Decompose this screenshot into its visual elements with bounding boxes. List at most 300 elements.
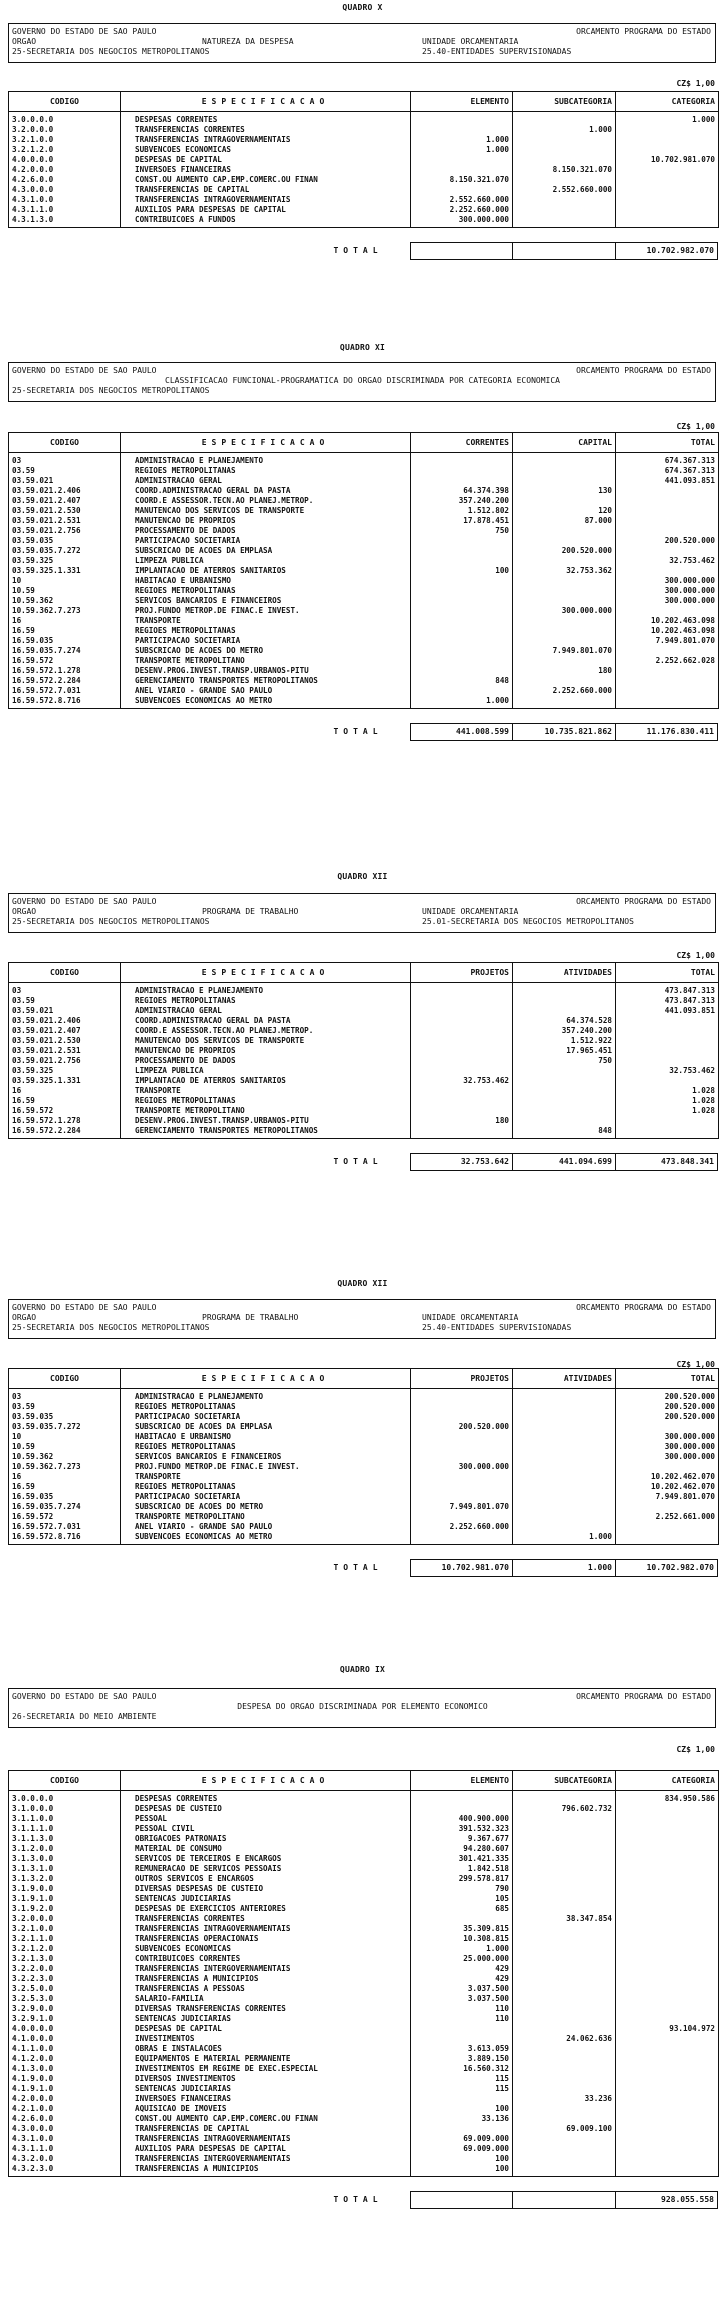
row-value-col4: 300.000.000 <box>513 606 616 616</box>
row-code: 10 <box>9 576 121 586</box>
report-header-box <box>8 893 716 933</box>
row-code: 03.59.021 <box>9 476 121 486</box>
currency-unit: CZ$ 1,00 <box>676 1360 715 1369</box>
orgao-name: 25-SECRETARIA DOS NEGOCIOS METROPOLITANOS <box>12 47 210 56</box>
row-value-col4 <box>513 1402 616 1412</box>
row-value-col4: 24.062.636 <box>513 2034 616 2044</box>
row-value-col4 <box>513 2014 616 2024</box>
table-row <box>9 1934 719 1944</box>
row-description: DESENV.PROG.INVEST.TRANSP.URBANOS-PITU <box>121 666 411 676</box>
row-value-col5 <box>616 1016 719 1026</box>
row-value-col5 <box>616 215 719 228</box>
row-value-col5 <box>616 1804 719 1814</box>
table-row <box>9 1452 719 1462</box>
header-line-1 <box>12 1692 713 1702</box>
row-description: MANUTENCAO DE PROPRIOS <box>121 516 411 526</box>
row-description: TRANSFERENCIAS INTRAGOVERNAMENTAIS <box>121 135 411 145</box>
row-value-col5: 1.028 <box>616 1096 719 1106</box>
row-value-col3: 2.252.660.000 <box>411 205 513 215</box>
row-value-col4: 64.374.528 <box>513 1016 616 1026</box>
row-description: SALARIO-FAMILIA <box>121 1994 411 2004</box>
row-value-col3 <box>411 476 513 486</box>
row-code: 3.2.5.0.0 <box>9 1984 121 1994</box>
row-value-col4 <box>513 616 616 626</box>
orgao-label: ORGAO <box>12 907 37 916</box>
table-row <box>9 556 719 566</box>
row-code: 3.1.1.1.0 <box>9 1824 121 1834</box>
row-value-col3: 180 <box>411 1116 513 1126</box>
row-description: TRANSFERENCIAS DE CAPITAL <box>121 2124 411 2134</box>
report-header-box <box>8 362 716 402</box>
column-header-codigo: CODIGO <box>9 92 121 112</box>
row-description: SUBSCRICAO DE ACOES DO METRO <box>121 1502 411 1512</box>
row-code: 03.59.325.1.331 <box>9 1076 121 1086</box>
row-value-col5: 300.000.000 <box>616 586 719 596</box>
row-description: TRANSFERENCIAS INTRAGOVERNAMENTAIS <box>121 195 411 205</box>
row-value-col5: 1.028 <box>616 1086 719 1096</box>
row-value-col4 <box>513 155 616 165</box>
row-value-col5 <box>616 1046 719 1056</box>
table-row <box>9 1106 719 1116</box>
row-value-col5 <box>616 1924 719 1934</box>
row-value-col3 <box>411 1096 513 1106</box>
row-description: CONTRIBUICOES CORRENTES <box>121 1954 411 1964</box>
row-value-col5 <box>616 135 719 145</box>
row-code: 16.59.572 <box>9 1106 121 1116</box>
row-value-col3 <box>411 586 513 596</box>
table-row <box>9 1422 719 1432</box>
column-header-categoria: CATEGORIA <box>616 92 719 112</box>
row-value-col3: 25.000.000 <box>411 1954 513 1964</box>
row-value-col3 <box>411 1482 513 1492</box>
row-value-col4: 8.150.321.070 <box>513 165 616 175</box>
table-row <box>9 1994 719 2004</box>
column-header-especificacao: ESPECIFICACAO <box>121 92 411 112</box>
row-description: REGIOES METROPOLITANAS <box>121 996 411 1006</box>
row-value-col3 <box>411 165 513 175</box>
row-code: 03.59.035 <box>9 1412 121 1422</box>
row-code: 3.2.2.3.0 <box>9 1974 121 1984</box>
table-row <box>9 1914 719 1924</box>
header-row <box>9 92 719 112</box>
row-value-col5: 200.520.000 <box>616 1389 719 1403</box>
row-code: 16 <box>9 1086 121 1096</box>
row-code: 3.1.9.2.0 <box>9 1904 121 1914</box>
row-code: 4.1.3.0.0 <box>9 2064 121 2074</box>
row-value-col5: 2.252.662.028 <box>616 656 719 666</box>
row-code: 4.3.0.0.0 <box>9 2124 121 2134</box>
row-value-col4: 130 <box>513 486 616 496</box>
table-row <box>9 466 719 476</box>
row-description: INVERSOES FINANCEIRAS <box>121 2094 411 2104</box>
row-code: 4.0.0.0.0 <box>9 2024 121 2034</box>
row-value-col3: 32.753.462 <box>411 1076 513 1086</box>
row-code: 4.3.1.3.0 <box>9 215 121 228</box>
row-value-col3: 110 <box>411 2014 513 2024</box>
row-description: AQUISICAO DE IMOVEIS <box>121 2104 411 2114</box>
row-code: 3.1.9.1.0 <box>9 1894 121 1904</box>
row-value-col5 <box>616 2044 719 2054</box>
row-value-col5 <box>616 606 719 616</box>
row-value-col3 <box>411 606 513 616</box>
table-header <box>9 1369 719 1389</box>
row-code: 03.59.021.2.756 <box>9 526 121 536</box>
header-row <box>9 1771 719 1791</box>
table-row <box>9 1854 719 1864</box>
table-row <box>9 486 719 496</box>
column-header-subcategoria: SUBCATEGORIA <box>513 92 616 112</box>
row-value-col5 <box>616 2124 719 2134</box>
row-value-col5: 674.367.313 <box>616 453 719 467</box>
row-value-col3 <box>411 1472 513 1482</box>
row-description: SUBVENCOES ECONOMICAS AO METRO <box>121 696 411 709</box>
budget-program-title: ORCAMENTO PROGRAMA DO ESTADO <box>576 27 711 36</box>
row-code: 03.59.021.2.407 <box>9 1026 121 1036</box>
table-row <box>9 1116 719 1126</box>
table-row <box>9 1412 719 1422</box>
row-value-col5: 10.702.981.070 <box>616 155 719 165</box>
table-row <box>9 1066 719 1076</box>
row-value-col3 <box>411 656 513 666</box>
row-code: 3.1.0.0.0 <box>9 1804 121 1814</box>
table-body <box>9 112 719 228</box>
row-value-col5 <box>616 1036 719 1046</box>
row-value-col5 <box>616 1814 719 1824</box>
row-value-col4 <box>513 2134 616 2144</box>
report-type-label: NATUREZA DA DESPESA <box>202 37 294 46</box>
row-code: 03.59.021.2.530 <box>9 506 121 516</box>
row-value-col4: 796.602.732 <box>513 1804 616 1814</box>
row-code: 3.2.1.1.0 <box>9 1934 121 1944</box>
table-row <box>9 1402 719 1412</box>
column-header-especificacao: ESPECIFICACAO <box>121 1369 411 1389</box>
row-value-col4 <box>513 1512 616 1522</box>
row-value-col3: 3.037.500 <box>411 1994 513 2004</box>
row-value-col5 <box>616 195 719 205</box>
row-description: LIMPEZA PUBLICA <box>121 556 411 566</box>
row-value-col3 <box>411 1389 513 1403</box>
row-code: 4.2.1.0.0 <box>9 2104 121 2114</box>
row-value-col5 <box>616 506 719 516</box>
table-body <box>9 983 719 1139</box>
row-code: 3.2.1.0.0 <box>9 1924 121 1934</box>
row-code: 03.59 <box>9 1402 121 1412</box>
row-value-col3: 17.878.451 <box>411 516 513 526</box>
row-description: PARTICIPACAO SOCIETARIA <box>121 636 411 646</box>
row-value-col4 <box>513 1472 616 1482</box>
row-description: REGIOES METROPOLITANAS <box>121 1442 411 1452</box>
table-row <box>9 606 719 616</box>
table-row <box>9 526 719 536</box>
row-code: 3.2.1.0.0 <box>9 135 121 145</box>
quadro-title: QUADRO XII <box>337 1279 388 1288</box>
row-description: HABITACAO E URBANISMO <box>121 576 411 586</box>
row-value-col4 <box>513 195 616 205</box>
table-row <box>9 1026 719 1036</box>
row-description: REGIOES METROPOLITANAS <box>121 466 411 476</box>
row-value-col5 <box>616 496 719 506</box>
header-line-2 <box>12 1313 713 1323</box>
budget-program-title: ORCAMENTO PROGRAMA DO ESTADO <box>576 366 711 375</box>
row-value-col4 <box>513 1944 616 1954</box>
row-value-col4: 69.009.100 <box>513 2124 616 2134</box>
table-row <box>9 2134 719 2144</box>
row-value-col3 <box>411 1056 513 1066</box>
unidade-label: UNIDADE ORCAMENTARIA <box>422 907 519 916</box>
table-row <box>9 2034 719 2044</box>
row-value-col5 <box>616 1422 719 1432</box>
table-row <box>9 215 719 228</box>
row-value-col5: 32.753.462 <box>616 556 719 566</box>
total-value-col4: 10.735.821.862 <box>512 723 616 741</box>
row-value-col4 <box>513 476 616 486</box>
row-code: 16.59.572.2.284 <box>9 676 121 686</box>
row-value-col5: 300.000.000 <box>616 1432 719 1442</box>
currency-unit: CZ$ 1,00 <box>676 951 715 960</box>
table-row <box>9 596 719 606</box>
row-value-col3 <box>411 1106 513 1116</box>
row-code: 3.2.2.0.0 <box>9 1964 121 1974</box>
column-header-codigo: CODIGO <box>9 963 121 983</box>
row-code: 3.2.0.0.0 <box>9 125 121 135</box>
report-subtitle: CLASSIFICACAO FUNCIONAL-PROGRAMATICA DO ORGAO DISCRIMINADA POR CATEGORIA ECONOMICA <box>165 376 560 385</box>
row-value-col4: 357.240.200 <box>513 1026 616 1036</box>
row-code: 03.59.021 <box>9 1006 121 1016</box>
column-header-codigo: CODIGO <box>9 1771 121 1791</box>
row-description: ADMINISTRACAO E PLANEJAMENTO <box>121 983 411 997</box>
row-description: HABITACAO E URBANISMO <box>121 1432 411 1442</box>
row-description: OUTROS SERVICOS E ENCARGOS <box>121 1874 411 1884</box>
row-value-col3: 3.037.500 <box>411 1984 513 1994</box>
row-value-col4 <box>513 2104 616 2114</box>
total-value-col4 <box>512 2191 616 2209</box>
row-value-col5: 32.753.462 <box>616 1066 719 1076</box>
report-type-label: PROGRAMA DE TRABALHO <box>202 1313 299 1322</box>
row-value-col3 <box>411 996 513 1006</box>
row-value-col4 <box>513 175 616 185</box>
row-value-col4 <box>513 1116 616 1126</box>
row-value-col4 <box>513 576 616 586</box>
row-value-col5: 200.520.000 <box>616 1412 719 1422</box>
row-value-col3: 9.367.677 <box>411 1834 513 1844</box>
quadro-title: QUADRO X <box>342 3 383 12</box>
column-header-projetos: PROJETOS <box>411 963 513 983</box>
total-row <box>8 242 718 260</box>
row-description: TRANSFERENCIAS A PESSOAS <box>121 1984 411 1994</box>
row-value-col4 <box>513 215 616 228</box>
row-code: 4.3.1.1.0 <box>9 205 121 215</box>
row-value-col5: 10.202.463.098 <box>616 626 719 636</box>
table-row <box>9 1522 719 1532</box>
row-value-col4 <box>513 1096 616 1106</box>
row-value-col4 <box>513 1066 616 1076</box>
table-row <box>9 2074 719 2084</box>
column-header-atividades: ATIVIDADES <box>513 1369 616 1389</box>
total-row <box>8 1559 718 1577</box>
row-description: REGIOES METROPOLITANAS <box>121 1402 411 1412</box>
government-name: GOVERNO DO ESTADO DE SAO PAULO <box>12 366 157 375</box>
row-value-col3 <box>411 556 513 566</box>
row-value-col5 <box>616 1884 719 1894</box>
row-value-col4 <box>513 1106 616 1116</box>
row-value-col4: 1.000 <box>513 1532 616 1545</box>
row-description: PARTICIPACAO SOCIETARIA <box>121 1492 411 1502</box>
row-value-col3 <box>411 1492 513 1502</box>
table-row <box>9 586 719 596</box>
table-row <box>9 1532 719 1545</box>
row-value-col3 <box>411 1046 513 1056</box>
table-row <box>9 1502 719 1512</box>
column-header-capital: CAPITAL <box>513 433 616 453</box>
row-description: INVESTIMENTOS <box>121 2034 411 2044</box>
table-row <box>9 2114 719 2124</box>
row-value-col3 <box>411 466 513 476</box>
row-description: ADMINISTRACAO E PLANEJAMENTO <box>121 1389 411 1403</box>
row-value-col3 <box>411 1804 513 1814</box>
row-value-col4 <box>513 676 616 686</box>
table-row <box>9 2094 719 2104</box>
row-value-col4: 17.965.451 <box>513 1046 616 1056</box>
row-code: 10.59.362 <box>9 596 121 606</box>
quadro-title: QUADRO XI <box>339 343 386 352</box>
row-value-col4 <box>513 453 616 467</box>
unidade-name: 25.40-ENTIDADES SUPERVISIONADAS <box>422 47 572 56</box>
row-value-col5: 473.847.313 <box>616 996 719 1006</box>
row-value-col3: 1.842.518 <box>411 1864 513 1874</box>
column-header-subcategoria: SUBCATEGORIA <box>513 1771 616 1791</box>
row-value-col5: 674.367.313 <box>616 466 719 476</box>
row-value-col4 <box>513 2024 616 2034</box>
row-code: 16.59.572.7.031 <box>9 1522 121 1532</box>
row-value-col4 <box>513 205 616 215</box>
currency-unit: CZ$ 1,00 <box>676 1745 715 1754</box>
row-value-col3 <box>411 646 513 656</box>
row-value-col4 <box>513 2114 616 2124</box>
row-code: 3.1.3.2.0 <box>9 1874 121 1884</box>
row-value-col4 <box>513 466 616 476</box>
row-description: MANUTENCAO DOS SERVICOS DE TRANSPORTE <box>121 1036 411 1046</box>
row-value-col4 <box>513 1854 616 1864</box>
row-value-col4 <box>513 1086 616 1096</box>
row-value-col3 <box>411 616 513 626</box>
row-description: LIMPEZA PUBLICA <box>121 1066 411 1076</box>
row-description: SUBVENCOES ECONOMICAS <box>121 1944 411 1954</box>
table-row <box>9 2044 719 2054</box>
row-value-col5 <box>616 2074 719 2084</box>
budget-table <box>8 1368 719 1545</box>
table-row <box>9 656 719 666</box>
row-value-col4 <box>513 596 616 606</box>
row-code: 3.2.1.3.0 <box>9 1954 121 1964</box>
row-code: 16.59 <box>9 1482 121 1492</box>
header-line-2 <box>12 907 713 917</box>
row-code: 4.1.2.0.0 <box>9 2054 121 2064</box>
total-label: TOTAL <box>333 2195 383 2204</box>
row-value-col4 <box>513 1844 616 1854</box>
table-row <box>9 616 719 626</box>
quadro-title: QUADRO IX <box>339 1665 386 1674</box>
table-row <box>9 1492 719 1502</box>
row-value-col5 <box>616 1934 719 1944</box>
row-description: PROCESSAMENTO DE DADOS <box>121 526 411 536</box>
row-code: 03.59.325 <box>9 1066 121 1076</box>
header-line-3 <box>12 47 713 57</box>
row-value-col5 <box>616 125 719 135</box>
column-header-elemento: ELEMENTO <box>411 92 513 112</box>
row-code: 3.2.9.1.0 <box>9 2014 121 2024</box>
row-value-col4 <box>513 656 616 666</box>
table-row <box>9 2124 719 2134</box>
row-code: 4.3.2.3.0 <box>9 2164 121 2177</box>
row-description: GERENCIAMENTO TRANSPORTES METROPOLITANOS <box>121 676 411 686</box>
row-value-col3: 10.308.815 <box>411 1934 513 1944</box>
row-value-col4 <box>513 996 616 1006</box>
row-value-col4 <box>513 1482 616 1492</box>
table-body <box>9 453 719 709</box>
row-value-col5 <box>616 1126 719 1139</box>
row-code: 3.1.3.1.0 <box>9 1864 121 1874</box>
row-value-col4 <box>513 1442 616 1452</box>
report-subtitle: DESPESA DO ORGAO DISCRIMINADA POR ELEMENTO ECONOMICO <box>237 1702 488 1711</box>
row-value-col5 <box>616 2004 719 2014</box>
table-row <box>9 1984 719 1994</box>
row-value-col4: 87.000 <box>513 516 616 526</box>
row-value-col4 <box>513 556 616 566</box>
table-row <box>9 1804 719 1814</box>
row-description: PROCESSAMENTO DE DADOS <box>121 1056 411 1066</box>
row-value-col3 <box>411 112 513 126</box>
row-description: SUBVENCOES ECONOMICAS AO METRO <box>121 1532 411 1545</box>
row-value-col5 <box>616 686 719 696</box>
total-value-col3 <box>410 2191 513 2209</box>
row-description: REMUNERACAO DE SERVICOS PESSOAIS <box>121 1864 411 1874</box>
row-description: ADMINISTRACAO GERAL <box>121 476 411 486</box>
header-line-2 <box>12 37 713 47</box>
row-description: ANEL VIARIO - GRANDE SAO PAULO <box>121 1522 411 1532</box>
row-code: 4.0.0.0.0 <box>9 155 121 165</box>
row-value-col3: 429 <box>411 1974 513 1984</box>
row-value-col5: 300.000.000 <box>616 576 719 586</box>
row-value-col4 <box>513 1834 616 1844</box>
row-value-col3: 33.136 <box>411 2114 513 2124</box>
row-value-col5: 2.252.661.000 <box>616 1512 719 1522</box>
row-value-col4 <box>513 1452 616 1462</box>
row-description: PROJ.FUNDO METROP.DE FINAC.E INVEST. <box>121 1462 411 1472</box>
row-description: INVERSOES FINANCEIRAS <box>121 165 411 175</box>
row-description: DESPESAS DE EXERCICIOS ANTERIORES <box>121 1904 411 1914</box>
row-code: 03.59.035 <box>9 536 121 546</box>
row-value-col4 <box>513 696 616 709</box>
row-code: 10.59.362 <box>9 1452 121 1462</box>
table-row <box>9 666 719 676</box>
table-row <box>9 1791 719 1805</box>
table-row <box>9 1076 719 1086</box>
table-row <box>9 1824 719 1834</box>
table-header <box>9 1771 719 1791</box>
row-value-col5: 7.949.801.070 <box>616 1492 719 1502</box>
table-row <box>9 125 719 135</box>
header-row <box>9 433 719 453</box>
table-row <box>9 536 719 546</box>
row-value-col3: 110 <box>411 2004 513 2014</box>
row-value-col3 <box>411 155 513 165</box>
row-description: TRANSFERENCIAS A MUNICIPIOS <box>121 1974 411 1984</box>
row-description: SERVICOS DE TERCEIROS E ENCARGOS <box>121 1854 411 1864</box>
row-value-col3: 400.900.000 <box>411 1814 513 1824</box>
row-code: 16.59.572.8.716 <box>9 1532 121 1545</box>
row-description: DESPESAS CORRENTES <box>121 112 411 126</box>
table-row <box>9 546 719 556</box>
